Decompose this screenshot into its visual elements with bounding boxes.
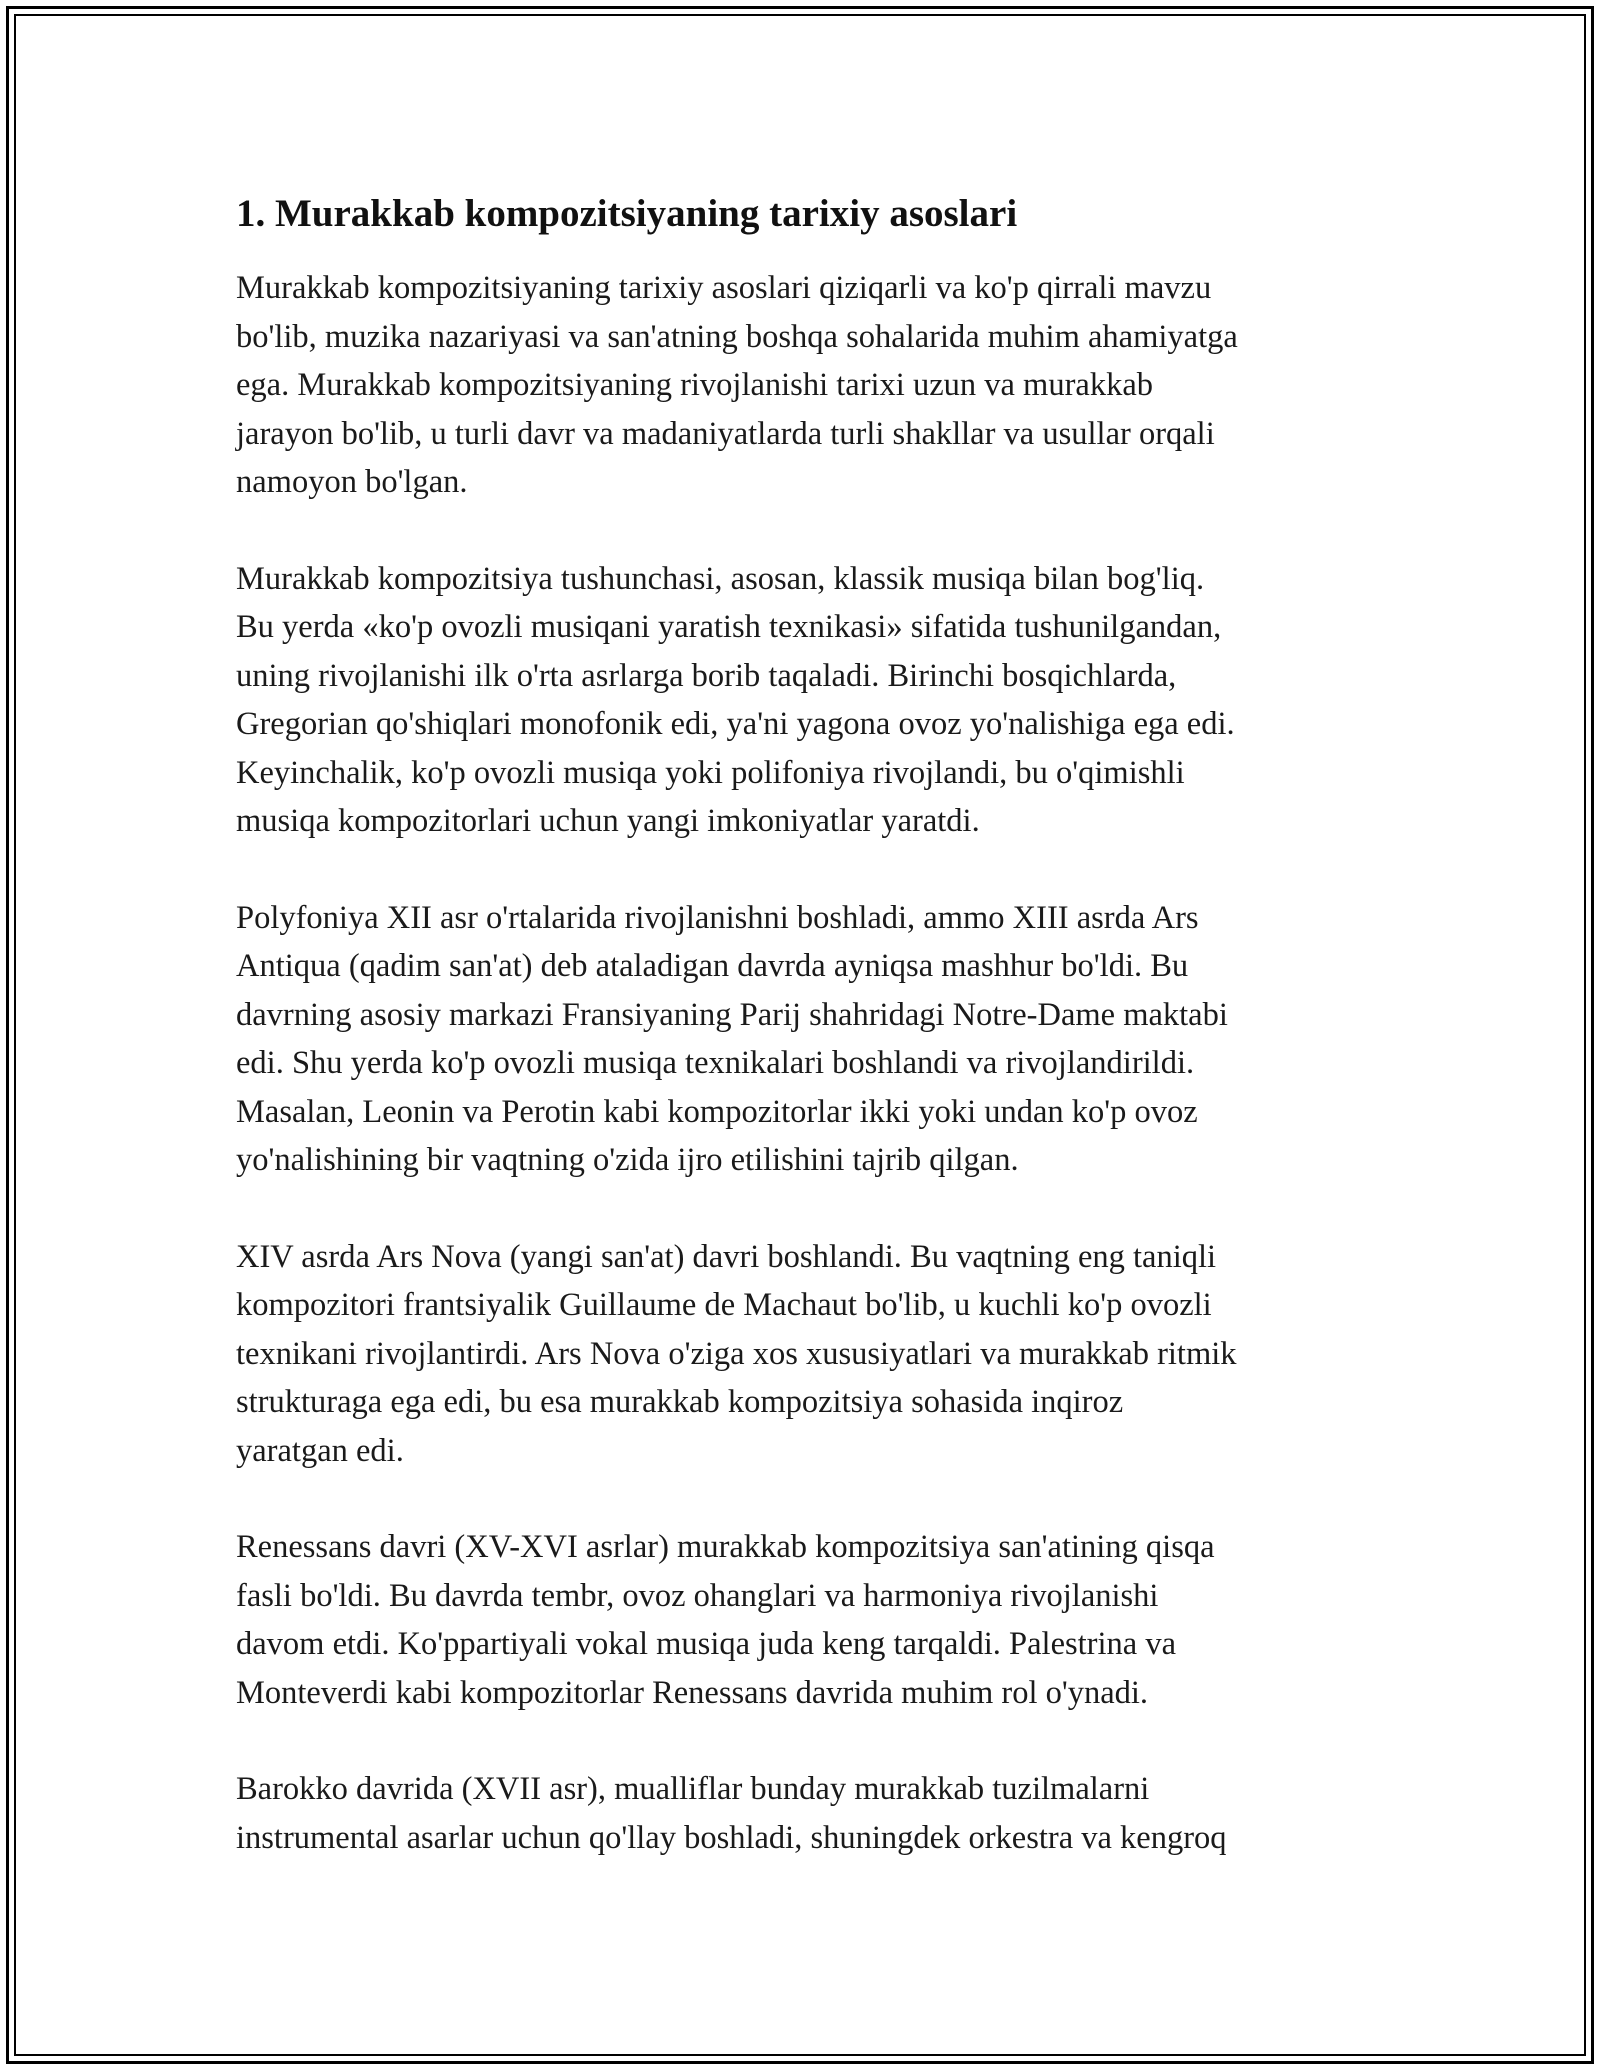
paragraph (236, 894, 1376, 1185)
paragraph (236, 1765, 1376, 1862)
paragraph-line: texnikani rivojlantirdi. Ars Nova o'ziga xos xususiyatlari va murakkab ritmik (236, 1335, 1237, 1372)
paragraph-line: yo'nalishining bir vaqtning o'zida ijro etilishini tajrib qilgan. (236, 1142, 1019, 1178)
paragraph-line: Keyinchalik, ko'p ovozli musiqa yoki polifoniya rivojlandi, bu o'qimishli (236, 754, 1185, 791)
paragraph-line: Antiqua (qadim san'at) deb ataladigan davrda ayniqsa mashhur bo'ldi. Bu (236, 948, 1189, 984)
paragraph-line: strukturaga ega edi, bu esa murakkab kompozitsiya sohasida inqiroz (236, 1384, 1124, 1420)
paragraph-line: ega. Murakkab kompozitsiyaning rivojlanishi tarixi uzun va murakkab (236, 367, 1153, 403)
paragraph-line: bo'lib, muzika nazariyasi va san'atning boshqa sohalarida muhim ahamiyatga (236, 318, 1238, 355)
paragraph (236, 555, 1376, 846)
section-heading: 1. Murakkab kompozitsiyaning tarixiy asoslari (236, 192, 1018, 235)
paragraph-line: XIV asrda Ars Nova (yangi san'at) davri boshlandi. Bu vaqtning eng taniqli (236, 1238, 1217, 1275)
paragraph-line: Monteverdi kabi kompozitorlar Renessans davrida muhim rol o'ynadi. (236, 1674, 1149, 1711)
paragraph (236, 264, 1376, 507)
paragraph-line: yaratgan edi. (236, 1432, 404, 1469)
paragraph-line: edi. Shu yerda ko'p ovozli musiqa texnikalari boshlandi va rivojlandirildi. (236, 1045, 1195, 1081)
paragraph-line: Masalan, Leonin va Perotin kabi kompozitorlar ikki yoki undan ko'p ovoz (236, 1093, 1198, 1130)
paragraph-line: musiqa kompozitorlari uchun yangi imkoniyatlar yaratdi. (236, 803, 980, 839)
paragraph-line: jarayon bo'lib, u turli davr va madaniyatlarda turli shakllar va usullar orqali (236, 415, 1215, 452)
paragraph-line: Barokko davrida (XVII asr), mualliflar bunday murakkab tuzilmalarni (236, 1771, 1150, 1807)
paragraph (236, 1523, 1376, 1717)
document-body (236, 190, 1376, 1910)
paragraph-line: instrumental asarlar uchun qo'llay boshladi, shuningdek orkestra va kengroq (236, 1819, 1227, 1856)
paragraph (236, 1233, 1376, 1476)
paragraph-line: namoyon bo'lgan. (236, 464, 468, 500)
paragraph-line: kompozitori frantsiyalik Guillaume de Machaut bo'lib, u kuchli ko'p ovozli (236, 1287, 1212, 1323)
paragraph-line: Polyfoniya XII asr o'rtalarida rivojlanishni boshladi, ammo XIII asrda Ars (236, 899, 1199, 936)
paragraph-line: Murakkab kompozitsiya tushunchasi, asosan, klassik musiqa bilan bog'liq. (236, 560, 1205, 597)
paragraph-line: uning rivojlanishi ilk o'rta asrlarga borib taqaladi. Birinchi bosqichlarda, (236, 657, 1177, 694)
paragraph-line: fasli bo'ldi. Bu davrda tembr, ovoz ohanglari va harmoniya rivojlanishi (236, 1577, 1159, 1614)
paragraph-line: Bu yerda «ko'p ovozli musiqani yaratish texnikasi» sifatida tushunilgandan, (236, 609, 1222, 645)
paragraph-line: davrning asosiy markazi Fransiyaning Parij shahridagi Notre-Dame maktabi (236, 996, 1228, 1033)
paragraph-line: davom etdi. Ko'ppartiyali vokal musiqa juda keng tarqaldi. Palestrina va (236, 1626, 1176, 1662)
paragraph-line: Renessans davri (XV-XVI asrlar) murakkab kompozitsiya san'atining qisqa (236, 1529, 1215, 1565)
paragraph-line: Gregorian qo'shiqlari monofonik edi, ya'ni yagona ovoz yo'nalishiga ega edi. (236, 706, 1235, 742)
paragraphs-container (236, 264, 1376, 1862)
paragraph-line: Murakkab kompozitsiyaning tarixiy asoslari qiziqarli va ko'p qirrali mavzu (236, 270, 1212, 306)
